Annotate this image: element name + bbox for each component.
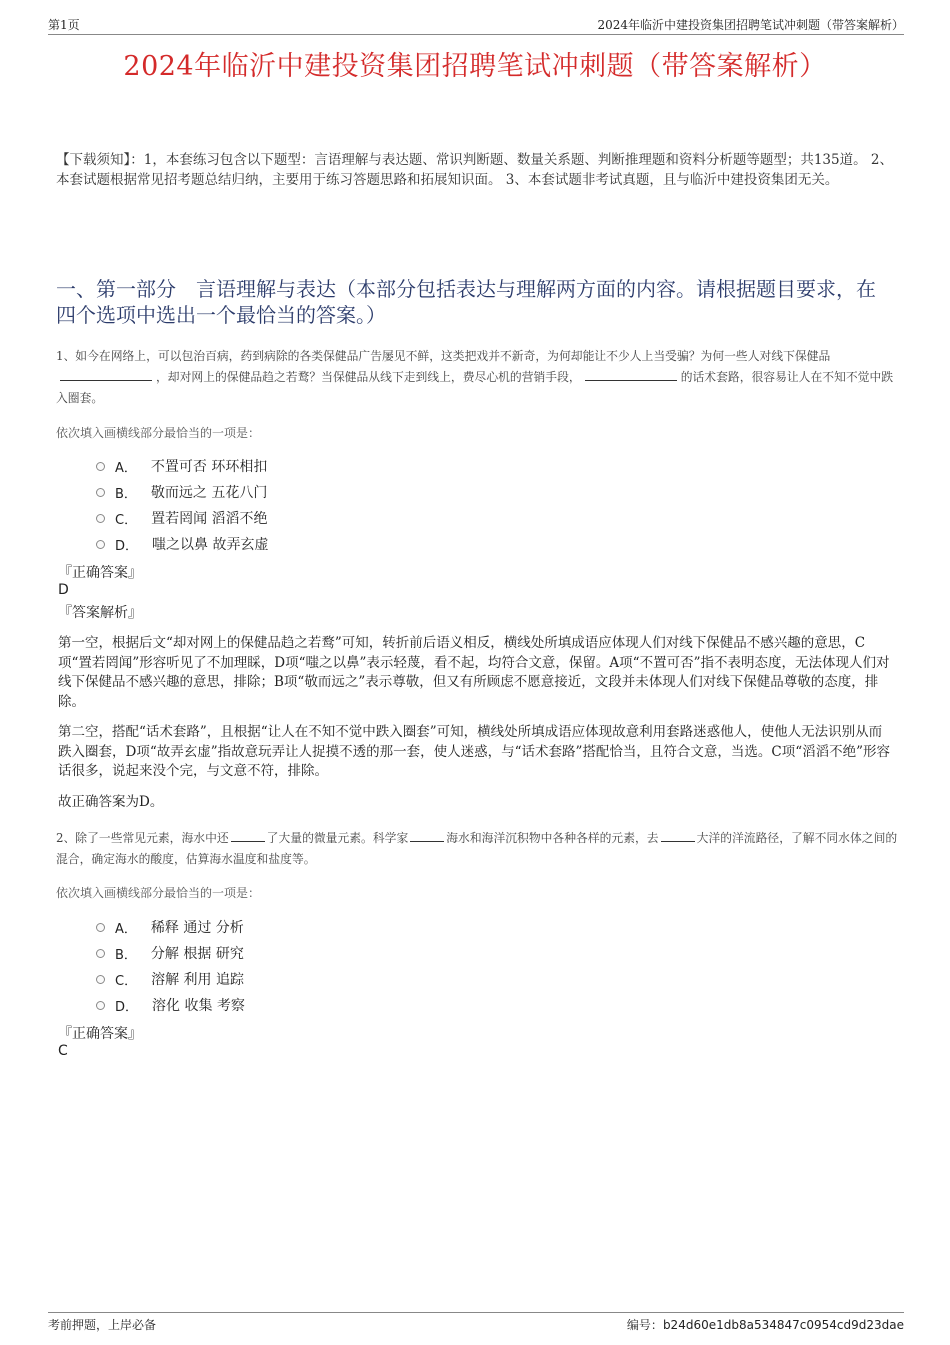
option-key: A．	[115, 921, 137, 937]
option-d[interactable]	[96, 992, 245, 1018]
option-text: 分解 根据 研究	[150, 946, 244, 962]
radio-icon[interactable]	[96, 1001, 105, 1010]
q1-part2: ，却对网上的保健品趋之若鹜？当保健品从线下走到线上，费尽心机的营销手段，	[156, 370, 581, 384]
option-d[interactable]	[96, 531, 268, 557]
q1-analysis-2: 第二空，搭配“话术套路”，且根据“让人在不知不觉中跌入圈套”可知，横线处所填成语应体现故意利用套路迷惑他人，使他人无法识别从而跌入圈套，D项“故弄玄虚”指故意玩弄让人捉摸不透的那一套，使人迷惑，与“话术套路”搭配恰当，且符合文意，当选。C项“滔滔不绝”形容话很多，说起来没个完，与文意不符，排除。	[58, 724, 891, 779]
blank	[661, 829, 695, 842]
blank	[410, 829, 444, 842]
question-1-text	[56, 346, 898, 409]
q1-part1: 1、如今在网络上，可以包治百病，药到病除的各类保健品广告屡见不鲜，这类把戏并不新奇，为何却能让不少人上当受骗？为何一些人对线下保健品	[56, 349, 831, 363]
option-a[interactable]	[96, 453, 268, 479]
option-b[interactable]	[96, 479, 268, 505]
option-text: 稀释 通过 分析	[150, 920, 244, 936]
q2-answer-label: 『正确答案』	[58, 1026, 142, 1042]
code-label: 编号：	[626, 1318, 663, 1332]
page-footer	[48, 1312, 904, 1332]
q1-analysis-label: 『答案解析』	[58, 605, 142, 621]
q1-conclusion: 故正确答案为D。	[58, 794, 164, 810]
option-text: 不置可否 环环相扣	[150, 459, 268, 475]
q1-part3: 的话术套路，很容易让人在不知不觉中跌入圈套。	[56, 370, 894, 405]
option-text: 溶解 利用 追踪	[151, 972, 244, 988]
option-key: D．	[115, 538, 139, 554]
blank	[60, 368, 152, 381]
code-value: b24d60e1db8a534847c0954cd9d23dae	[662, 1318, 904, 1332]
page-number: 第1页	[48, 18, 80, 32]
document-title: 2024年临沂中建投资集团招聘笔试冲刺题（带答案解析）	[123, 51, 827, 82]
radio-icon[interactable]	[96, 514, 105, 523]
blank	[585, 368, 677, 381]
option-key: C．	[115, 512, 138, 528]
radio-icon[interactable]	[96, 975, 105, 984]
option-text: 置若罔闻 滔滔不绝	[151, 511, 268, 527]
option-text: 敬而远之 五花八门	[150, 485, 268, 501]
download-notice: 【下载须知】：1，本套练习包含以下题型：言语理解与表达题、常识判断题、数量关系题、判断推理题和资料分析题等题型；共135道。 2、本套试题根据常见招考题总结归纳，主要用于练习答题思路和拓展知识面。 3、本套试题非考试真题，且与临沂中建投资集团无关。	[56, 152, 893, 188]
option-key: B．	[115, 947, 137, 963]
option-text: 嗤之以鼻 故弄玄虚	[152, 537, 269, 553]
page-header	[48, 14, 904, 35]
q1-answer: D	[58, 582, 69, 598]
option-b[interactable]	[96, 940, 245, 966]
radio-icon[interactable]	[96, 923, 105, 932]
header-doc-title: 2024年临沂中建投资集团招聘笔试冲刺题（带答案解析）	[597, 18, 904, 32]
option-a[interactable]	[96, 914, 245, 940]
q2-part4: 大洋的洋流路径，了解不同水体之间的混合，确定海水的酸度，估算海水温度和盐度等。	[56, 831, 898, 866]
blank	[231, 829, 265, 842]
q1-answer-label: 『正确答案』	[58, 565, 142, 581]
section-title: 一、第一部分 言语理解与表达（本部分包括表达与理解两方面的内容。请根据题目要求，在四个选项中选出一个最恰当的答案。）	[56, 277, 876, 327]
option-c[interactable]	[96, 505, 268, 531]
radio-icon[interactable]	[96, 540, 105, 549]
q2-part3: 海水和海洋沉积物中各种各样的元素，去	[446, 831, 659, 845]
option-c[interactable]	[96, 966, 245, 992]
radio-icon[interactable]	[96, 488, 105, 497]
radio-icon[interactable]	[96, 949, 105, 958]
question-1-options	[96, 453, 268, 557]
option-text: 溶化 收集 考察	[152, 998, 245, 1014]
footer-code	[627, 1316, 904, 1333]
q2-part2: 了大量的微量元素。科学家	[266, 831, 409, 845]
option-key: A．	[115, 460, 137, 476]
question-2-instruction: 依次填入画横线部分最恰当的一项是：	[56, 886, 261, 900]
q2-part1: 2、除了一些常见元素，海水中还	[56, 831, 229, 845]
question-1-instruction: 依次填入画横线部分最恰当的一项是：	[56, 426, 261, 440]
q2-answer: C	[58, 1043, 68, 1059]
question-2-text	[56, 828, 898, 870]
option-key: B．	[115, 486, 137, 502]
option-key: D．	[115, 999, 139, 1015]
footer-slogan: 考前押题，上岸必备	[48, 1318, 157, 1332]
option-key: C．	[115, 973, 138, 989]
radio-icon[interactable]	[96, 462, 105, 471]
q1-analysis-1: 第一空，根据后文“却对网上的保健品趋之若鹜”可知，转折前后语义相反，横线处所填成语应体现人们对线下保健品不感兴趣的意思，C项“置若罔闻”形容听见了不加理睬，D项“嗤之以鼻”表示轻蔑，看不起，均符合文意，保留。A项“不置可否”指不表明态度，无法体现人们对线下保健品不感兴趣的意思，排除；B项“敬而远之”表示尊敬，但又有所顾虑不愿意接近，文段并未体现人们对线下保健品尊敬的态度，排除。	[58, 635, 890, 710]
question-2-options	[96, 914, 245, 1018]
